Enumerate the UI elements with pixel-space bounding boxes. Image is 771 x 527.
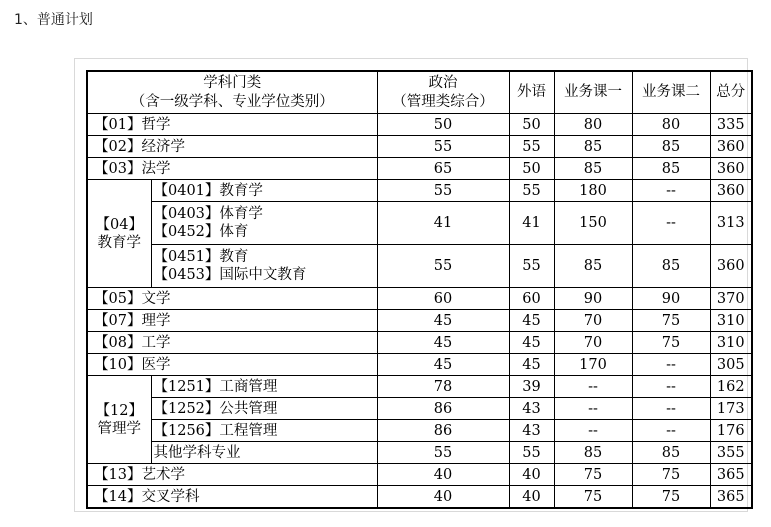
politics-header-line2: （管理类综合） (392, 93, 494, 110)
politics-header (377, 71, 509, 114)
course2-header: 业务课二 (632, 71, 710, 114)
politics-cell: 55 (377, 180, 509, 202)
course1-cell: 85 (554, 245, 632, 288)
table-row (87, 245, 752, 288)
course2-cell: 75 (632, 310, 710, 332)
course2-cell: 80 (632, 114, 710, 136)
course2-cell: 75 (632, 464, 710, 486)
group-cell-education (87, 180, 151, 288)
subject-cell (151, 202, 377, 245)
subject-header (87, 71, 377, 114)
table-row (87, 398, 752, 420)
politics-cell: 45 (377, 310, 509, 332)
subject-cell: 【0401】教育学 (151, 180, 377, 202)
foreign-cell: 50 (509, 158, 554, 180)
foreign-cell: 39 (509, 376, 554, 398)
subject-cell (151, 245, 377, 288)
politics-cell: 86 (377, 398, 509, 420)
subject-line: 【0451】教育 (153, 249, 249, 265)
table-row (87, 288, 752, 310)
subject-cell: 【10】医学 (87, 354, 377, 376)
politics-cell: 40 (377, 464, 509, 486)
foreign-cell: 55 (509, 442, 554, 464)
table-row (87, 332, 752, 354)
table-row (87, 464, 752, 486)
course2-cell: 85 (632, 245, 710, 288)
subject-cell: 【1252】公共管理 (151, 398, 377, 420)
header-row (87, 71, 752, 114)
group-name: 管理学 (97, 420, 141, 437)
group-cell-management (87, 376, 151, 464)
group-code: 【12】 (95, 402, 143, 419)
total-cell: 355 (710, 442, 752, 464)
course2-cell: -- (632, 376, 710, 398)
course2-cell: -- (632, 202, 710, 245)
politics-cell: 55 (377, 136, 509, 158)
group-code: 【04】 (95, 216, 143, 233)
course1-cell: -- (554, 420, 632, 442)
course2-cell: -- (632, 420, 710, 442)
course1-cell: 85 (554, 442, 632, 464)
section-heading: 1、普通计划 (14, 12, 93, 28)
subject-cell: 【01】哲学 (87, 114, 377, 136)
score-table (86, 70, 753, 509)
foreign-cell: 40 (509, 486, 554, 509)
course1-cell: 90 (554, 288, 632, 310)
course2-cell: 85 (632, 136, 710, 158)
subject-line: 【0403】体育学 (153, 206, 263, 222)
politics-cell: 45 (377, 332, 509, 354)
politics-cell: 45 (377, 354, 509, 376)
course2-cell: 85 (632, 442, 710, 464)
total-cell: 162 (710, 376, 752, 398)
table-row (87, 354, 752, 376)
course1-cell: -- (554, 398, 632, 420)
course2-cell: -- (632, 180, 710, 202)
politics-cell: 40 (377, 486, 509, 509)
subject-header-line2: （含一级学科、专业学位类别） (130, 93, 334, 110)
course2-cell: 90 (632, 288, 710, 310)
subject-cell: 其他学科专业 (151, 442, 377, 464)
foreign-cell: 55 (509, 180, 554, 202)
total-cell: 173 (710, 398, 752, 420)
total-cell: 310 (710, 332, 752, 354)
course1-cell: 85 (554, 158, 632, 180)
politics-cell: 78 (377, 376, 509, 398)
course1-cell: 70 (554, 332, 632, 354)
politics-cell: 55 (377, 442, 509, 464)
foreign-cell: 40 (509, 464, 554, 486)
politics-cell: 50 (377, 114, 509, 136)
course1-cell: 85 (554, 136, 632, 158)
total-cell: 176 (710, 420, 752, 442)
total-cell: 310 (710, 310, 752, 332)
table-row (87, 310, 752, 332)
subject-line: 【0453】国际中文教育 (153, 267, 307, 283)
subject-cell: 【05】文学 (87, 288, 377, 310)
table-row (87, 202, 752, 245)
table-row (87, 486, 752, 509)
total-cell: 360 (710, 245, 752, 288)
subject-cell: 【02】经济学 (87, 136, 377, 158)
course1-cell: 180 (554, 180, 632, 202)
foreign-header: 外语 (509, 71, 554, 114)
total-cell: 335 (710, 114, 752, 136)
total-header: 总分 (710, 71, 752, 114)
course2-cell: 75 (632, 486, 710, 509)
total-cell: 360 (710, 136, 752, 158)
total-cell: 365 (710, 464, 752, 486)
course1-cell: 75 (554, 464, 632, 486)
subject-cell: 【1251】工商管理 (151, 376, 377, 398)
course1-cell: -- (554, 376, 632, 398)
foreign-cell: 60 (509, 288, 554, 310)
group-name: 教育学 (97, 234, 141, 251)
course1-header: 业务课一 (554, 71, 632, 114)
course2-cell: -- (632, 354, 710, 376)
table-row (87, 442, 752, 464)
table-row (87, 114, 752, 136)
total-cell: 370 (710, 288, 752, 310)
subject-cell: 【07】理学 (87, 310, 377, 332)
politics-cell: 65 (377, 158, 509, 180)
foreign-cell: 50 (509, 114, 554, 136)
course2-cell: -- (632, 398, 710, 420)
foreign-cell: 45 (509, 332, 554, 354)
politics-cell: 55 (377, 245, 509, 288)
politics-cell: 86 (377, 420, 509, 442)
foreign-cell: 55 (509, 245, 554, 288)
total-cell: 313 (710, 202, 752, 245)
foreign-cell: 45 (509, 354, 554, 376)
politics-cell: 60 (377, 288, 509, 310)
total-cell: 360 (710, 158, 752, 180)
table-row (87, 158, 752, 180)
table-row (87, 376, 752, 398)
politics-cell: 41 (377, 202, 509, 245)
course1-cell: 75 (554, 486, 632, 509)
subject-cell: 【03】法学 (87, 158, 377, 180)
foreign-cell: 45 (509, 310, 554, 332)
table-row (87, 136, 752, 158)
total-cell: 305 (710, 354, 752, 376)
course2-cell: 75 (632, 332, 710, 354)
foreign-cell: 43 (509, 420, 554, 442)
course1-cell: 170 (554, 354, 632, 376)
table-row (87, 180, 752, 202)
total-cell: 365 (710, 486, 752, 509)
politics-header-line1: 政治 (428, 74, 458, 91)
table-row (87, 420, 752, 442)
subject-cell: 【1256】工程管理 (151, 420, 377, 442)
subject-line: 【0452】体育 (153, 224, 249, 240)
foreign-cell: 43 (509, 398, 554, 420)
subject-cell: 【13】艺术学 (87, 464, 377, 486)
course1-cell: 70 (554, 310, 632, 332)
foreign-cell: 55 (509, 136, 554, 158)
course1-cell: 150 (554, 202, 632, 245)
subject-cell: 【14】交叉学科 (87, 486, 377, 509)
subject-cell: 【08】工学 (87, 332, 377, 354)
total-cell: 360 (710, 180, 752, 202)
subject-header-line1: 学科门类 (203, 74, 262, 91)
course2-cell: 85 (632, 158, 710, 180)
foreign-cell: 41 (509, 202, 554, 245)
course1-cell: 80 (554, 114, 632, 136)
